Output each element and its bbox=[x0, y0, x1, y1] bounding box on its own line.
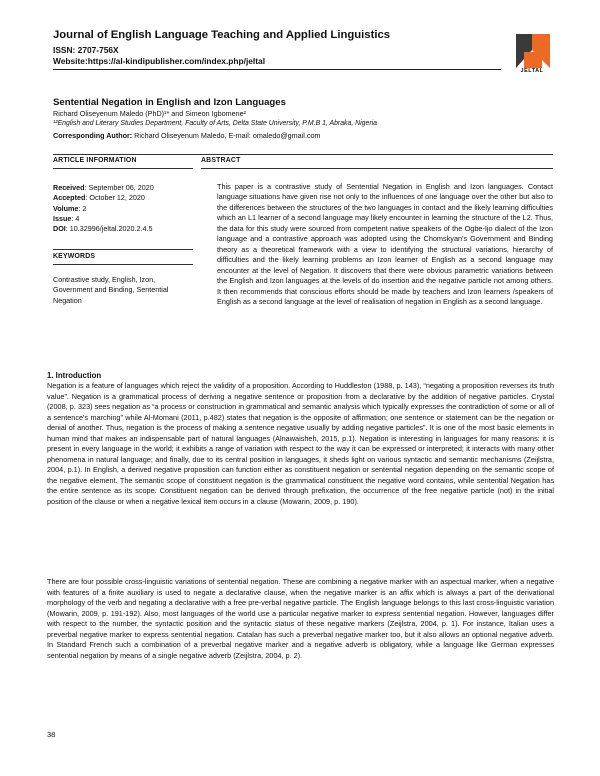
journal-website: Website:https://al-kindipublisher.com/index.php/jeltal bbox=[53, 56, 266, 66]
paper-title: Sentential Negation in English and Izon Languages bbox=[53, 97, 286, 108]
page-number: 38 bbox=[47, 730, 56, 739]
affiliation: ¹²English and Literary Studies Department, Faculty of Arts, Delta State University, P.M.B 1, Abraka, Nigeria bbox=[53, 120, 377, 127]
corresponding-text: Richard Oliseyenum Maledo, E-mail: omaledo@gmail.com bbox=[132, 131, 321, 140]
corresponding-author bbox=[53, 131, 320, 140]
introduction-heading: 1. Introduction bbox=[47, 371, 102, 380]
abstract-heading: ABSTRACT bbox=[201, 157, 241, 164]
corresponding-label: Corresponding Author: bbox=[53, 131, 133, 140]
abstract-text: This paper is a contrastive study of Sentential Negation in English and Izon languages. Contact language situations have given rise not only to the influences of one language over the other but also to the differences between the structures of the two languages in contact and the likely learning difficulties which an L1 learner of a second language may likely encounter in learning the structure of the L2. Thus, the data for this study were sourced from competent native speakers of the Ogbe-Ijo dialect of the Izon language and a contrastive approach was adopted using the Chomskyan's Government and Binding theory as a theoretical framework with a view to identifying the structural variations, hierarchy of difficulties and the likely learning problems an Izon learner of English as a second language may encounter at the level of Negation. It discovers that there were obvious parametric variations between the English and Izon languages at the levels of do insertion and the negative particle not among others. It then recommends that conscious efforts should be made by teachers and Izon learners /speakers of English as a second language at the level of realisation of negation in English as a second language. bbox=[217, 182, 553, 306]
abstract-rule bbox=[201, 168, 553, 169]
keywords-rule-top bbox=[53, 249, 193, 250]
article-info-heading: ARTICLE INFORMATION bbox=[53, 157, 137, 164]
introduction-paragraph-2: There are four possible cross-linguistic variations of sentential negation. These are combining a negative marker with an aspectual marker, when a negative with features of a finite auxiliary is used to negate a declarative clause, when the negative marker is an affix which is always a part of the derivational morphology of the verb and negating a declarative with a free pre-verbal negative particle. The English language belongs to this last cross-linguistic variation (Mowarin, 2009, p. 191-192). Also, most languages of the world use a particular negative marker to express sentential negation. However, languages differ with respect to the number, the syntactic position and the syntactic status of these negative markers (Zeijlstra, 2004, p. 1). For instance, Italian uses a preverbal negative marker to express sentential negation. Catalan has such a preverbal negative marker too, but it also allows an optional negative adverb. In Standard French such a combination of a preverbal negative marker and a negative adverb is obligatory, while a language like German expresses sentential negation by means of a single negative adverb (Zeijlstra, 2004, p. 2). bbox=[47, 577, 554, 660]
article-info-rule bbox=[53, 168, 193, 169]
keywords: Contrastive study, English, Izon, Government and Binding, Sentential Negation bbox=[53, 275, 169, 305]
journal-title: Journal of English Language Teaching and Applied Linguistics bbox=[53, 29, 391, 41]
received-row: Received: September 06, 2020 bbox=[53, 183, 154, 192]
issn: ISSN: 2707-756X bbox=[53, 45, 119, 55]
accepted-row: Accepted: October 12, 2020 bbox=[53, 193, 145, 203]
keywords-heading: KEYWORDS bbox=[53, 253, 96, 260]
authors: Richard Oliseyenum Maledo (PhD)¹* and Simeon Igbomene² bbox=[53, 109, 246, 118]
jeltal-logo-icon bbox=[510, 30, 554, 70]
introduction-paragraph-1: Negation is a feature of languages which reject the validity of a proposition. According to Huddleston (1988, p. 143), “negating a proposition reverses its truth value”. Negation is a grammatical process of deriving a negative sentence or proposition from a declarative by the addition of negative particles. Crystal (2008, p. 323) sees negation as “a process or construction in grammatical and semantic analysis which typically expresses the contradiction of some or all of a sentence's marching” while Al-Momani (2011, p.482) states that negation is the opposite of affirmation; one sentence or statement can be the negation or denial of another. Thus, negation is the process of making a sentence negative usually by adding negative particles”. It is one of the most basic elements in human mind that makes an indispensable part of natural languages (Alnawaisheh, 2015, p.1). Negation is interesting in languages for many reasons: it is present in every language in the world; it exhibits a range of variation with respect to the way it can be expressed or interpreted; it interacts with many other phenomena in natural language; and finally, due to its central position in languages, it sheds light on various syntactic and semantic mechanisms (Zeijlstra, 2004, p.1). In English, a derived negative proposition can function either as constituent negation or sentential negation depending on the semantic scope of the negative element. The semantic scope of constituent negation is the grammatical constituent the negative word contains, while sentential Negation has the entire sentence as its scope. Constituent negation can be derived through prefixation, the occurrence of the free negative particle (not) in the initial position of the clause or when a negative lexical item occurs in a clause (Mowarin, 2009, p. 190). bbox=[47, 381, 554, 507]
keywords-rule-bottom bbox=[53, 264, 193, 265]
logo-text: JELTAL bbox=[520, 68, 544, 74]
article-metadata bbox=[53, 183, 154, 234]
doi-row: DOI: 10.32996/jeltal.2020.2.4.5 bbox=[53, 224, 153, 234]
header-rule bbox=[53, 69, 501, 70]
section-rule-top bbox=[53, 154, 553, 155]
logo-orange-bar bbox=[524, 52, 542, 68]
volume-row: Volume: 2 bbox=[53, 203, 87, 213]
issue-row: Issue: 4 bbox=[53, 213, 80, 223]
